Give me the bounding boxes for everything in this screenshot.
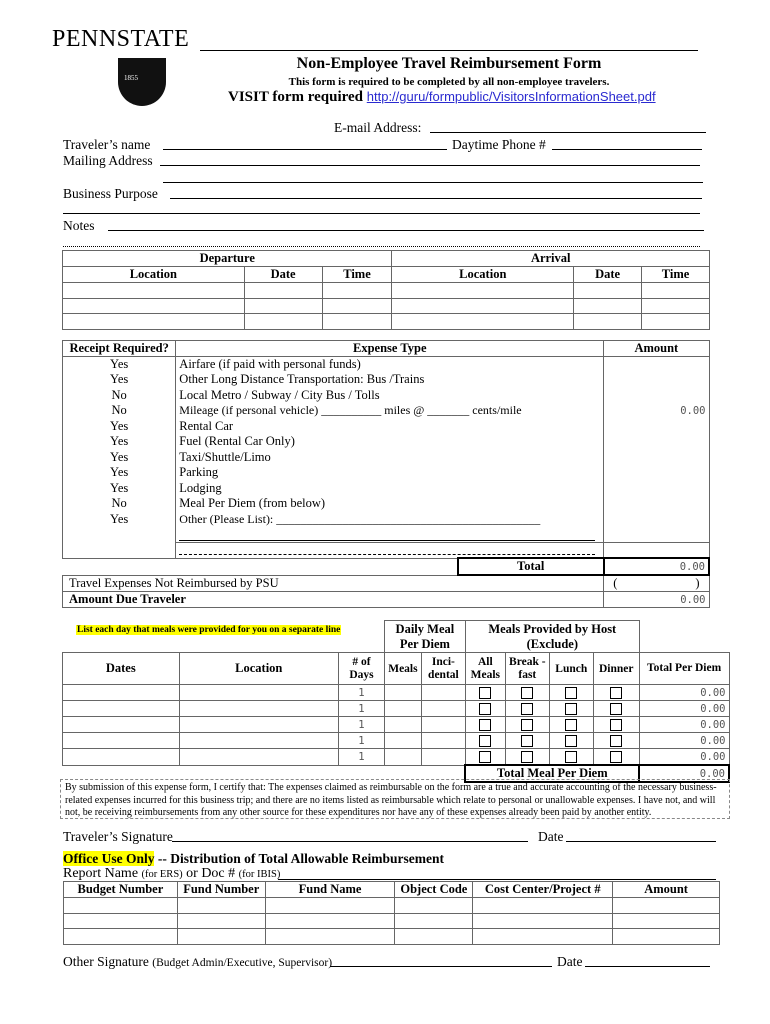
table-row xyxy=(64,913,720,929)
breakfast-header: Break - fast xyxy=(505,653,549,685)
table-row xyxy=(64,929,720,945)
dinner-checkbox[interactable] xyxy=(610,703,622,715)
table-row: Yes Fuel (Rental Car Only) xyxy=(63,434,710,450)
mailing-address-field[interactable] xyxy=(160,151,700,166)
location-header: Location xyxy=(179,653,338,685)
incidental-header: Inci-dental xyxy=(421,653,465,685)
office-use-label: Office Use Only xyxy=(63,851,155,866)
signature-date-field[interactable] xyxy=(566,827,716,842)
arrival-time-header: Time xyxy=(642,267,710,283)
report-name-field[interactable] xyxy=(278,866,716,880)
all-meals-checkbox[interactable] xyxy=(479,719,491,731)
object-code-header: Object Code xyxy=(395,882,473,898)
mailing-address-label: Mailing Address xyxy=(63,153,153,168)
penn-state-shield-icon xyxy=(118,58,166,106)
expense-table xyxy=(62,340,710,608)
lunch-checkbox[interactable] xyxy=(565,719,577,731)
table-row: Yes Other (Please List): ____________________________________________ xyxy=(63,512,710,528)
email-label: E-mail Address: xyxy=(334,120,422,135)
table-row: 1 0.00 xyxy=(63,749,730,766)
meals-instruction: List each day that meals were provided for you on a separate line xyxy=(77,625,341,635)
penn-state-logo: PENNSTATE xyxy=(52,26,190,52)
departure-location-header: Location xyxy=(63,267,245,283)
dinner-checkbox[interactable] xyxy=(610,735,622,747)
total-label: Total xyxy=(458,558,604,575)
certification-text: By submission of this expense form, I certify that: The expenses claimed as reimbursable on the form are a true and accurate accounting of the necessary business-related expenses incurred for this business trip; and there are no items listed as reimbursable which relate to personal or unallowable expenses. I have not, and will not, be receiving reimbursements from any other source for these expenditures nor have any of these expenses already been paid by another entity. xyxy=(60,779,730,819)
table-row: Yes Taxi/Shuttle/Limo xyxy=(63,450,710,466)
meals-header: Meals xyxy=(384,653,421,685)
table-row: Yes Airfare (if paid with personal funds) xyxy=(63,357,710,373)
distribution-label: -- Distribution of Total Allowable Reimbursement xyxy=(157,851,444,866)
traveler-name-field[interactable] xyxy=(163,135,447,150)
email-field[interactable] xyxy=(430,118,706,133)
office-use-line xyxy=(63,851,444,867)
lunch-checkbox[interactable] xyxy=(565,751,577,763)
form-title: Non-Employee Travel Reimbursement Form xyxy=(296,55,602,72)
budget-number-header: Budget Number xyxy=(64,882,178,898)
table-row: Yes Other Long Distance Transportation: Bus /Trains xyxy=(63,372,710,388)
table-row xyxy=(63,283,710,299)
table-row: 1 0.00 xyxy=(63,685,730,701)
table-row: No Meal Per Diem (from below) xyxy=(63,496,710,512)
not-reimbursed-amount[interactable]: ( ) xyxy=(604,575,709,592)
phone-field[interactable] xyxy=(552,135,702,150)
table-row xyxy=(64,898,720,914)
visit-label: VISIT form required xyxy=(228,89,364,105)
breakfast-checkbox[interactable] xyxy=(521,687,533,699)
other-signature-line: Other Signature (Budget Admin/Executive, Supervisor) xyxy=(63,954,333,969)
breakfast-checkbox[interactable] xyxy=(521,703,533,715)
table-row: No Mileage (if personal vehicle) __________ miles @ _______ cents/mile 0.00 xyxy=(63,403,710,419)
signature-date-label: Date xyxy=(538,829,564,844)
mailing-address-field-2[interactable] xyxy=(163,168,703,183)
all-meals-header: All Meals xyxy=(465,653,505,685)
lunch-checkbox[interactable] xyxy=(565,735,577,747)
breakfast-checkbox[interactable] xyxy=(521,719,533,731)
amount-header: Amount xyxy=(604,341,709,357)
other-signature-field[interactable] xyxy=(330,952,552,967)
traveler-signature-field[interactable] xyxy=(172,827,528,842)
other-date-field[interactable] xyxy=(585,952,710,967)
daily-meal-header: Daily Meal Per Diem xyxy=(384,621,465,653)
arrival-header: Arrival xyxy=(392,251,710,267)
total-per-diem-header: Total Per Diem xyxy=(639,653,729,685)
lunch-checkbox[interactable] xyxy=(565,687,577,699)
dist-amount-header: Amount xyxy=(613,882,720,898)
lunch-header: Lunch xyxy=(549,653,593,685)
business-purpose-field-2[interactable] xyxy=(63,199,700,214)
dates-header: Dates xyxy=(63,653,180,685)
table-row: 1 0.00 xyxy=(63,701,730,717)
traveler-name-label: Traveler’s name xyxy=(63,137,151,152)
breakfast-checkbox[interactable] xyxy=(521,751,533,763)
all-meals-checkbox[interactable] xyxy=(479,703,491,715)
dinner-checkbox[interactable] xyxy=(610,687,622,699)
other-list-line-2[interactable] xyxy=(179,545,595,555)
report-name-line: Report Name (for ERS) or Doc # (for IBIS) xyxy=(63,866,281,881)
header-rule xyxy=(200,50,698,51)
total-amount: 0.00 xyxy=(604,558,709,575)
total-meal-per-diem-value: 0.00 xyxy=(639,765,729,782)
phone-label: Daytime Phone # xyxy=(452,137,546,152)
dinner-checkbox[interactable] xyxy=(610,719,622,731)
departure-date-header: Date xyxy=(244,267,322,283)
meals-provided-header: Meals Provided by Host (Exclude) xyxy=(465,621,639,653)
departure-time-header: Time xyxy=(322,267,392,283)
cost-center-header: Cost Center/Project # xyxy=(473,882,613,898)
logo-year: 1855 xyxy=(124,74,138,82)
table-row xyxy=(63,527,710,543)
meals-table xyxy=(62,620,730,783)
table-row xyxy=(63,298,710,314)
notes-field[interactable] xyxy=(108,216,704,231)
expense-type-header: Expense Type xyxy=(176,341,604,357)
table-row: 1 0.00 xyxy=(63,717,730,733)
all-meals-checkbox[interactable] xyxy=(479,735,491,747)
arrival-date-header: Date xyxy=(574,267,642,283)
table-row: 1 0.00 xyxy=(63,733,730,749)
other-list-line-1[interactable] xyxy=(179,529,595,541)
not-reimbursed-label: Travel Expenses Not Reimbursed by PSU xyxy=(63,575,604,592)
days-header: # of Days xyxy=(339,653,385,685)
lunch-checkbox[interactable] xyxy=(565,703,577,715)
fund-name-header: Fund Name xyxy=(265,882,395,898)
table-row: Yes Lodging xyxy=(63,481,710,497)
business-purpose-label: Business Purpose xyxy=(63,186,158,201)
receipt-required-header: Receipt Required? xyxy=(63,341,176,357)
trip-table xyxy=(62,250,710,330)
all-meals-checkbox[interactable] xyxy=(479,751,491,763)
table-row: No Local Metro / Subway / City Bus / Tolls xyxy=(63,388,710,404)
table-row xyxy=(63,314,710,330)
table-row: Yes Parking xyxy=(63,465,710,481)
dinner-checkbox[interactable] xyxy=(610,751,622,763)
distribution-table xyxy=(63,881,720,945)
visit-line xyxy=(228,89,656,106)
business-purpose-field[interactable] xyxy=(170,184,702,199)
fund-number-header: Fund Number xyxy=(177,882,265,898)
departure-header: Departure xyxy=(63,251,392,267)
visit-link[interactable]: http://guru/formpublic/VisitorsInformationSheet.pdf xyxy=(366,89,656,104)
notes-field-2[interactable] xyxy=(63,232,700,247)
amount-due-label: Amount Due Traveler xyxy=(63,592,604,608)
table-row xyxy=(63,543,710,559)
breakfast-checkbox[interactable] xyxy=(521,735,533,747)
notes-label: Notes xyxy=(63,218,95,233)
arrival-location-header: Location xyxy=(392,267,574,283)
amount-due-value: 0.00 xyxy=(604,592,709,608)
traveler-signature-label: Traveler’s Signature xyxy=(63,829,173,844)
table-row: Yes Rental Car xyxy=(63,419,710,435)
expense-rows xyxy=(63,357,710,559)
dinner-header: Dinner xyxy=(593,653,639,685)
other-date-label: Date xyxy=(557,954,583,969)
all-meals-checkbox[interactable] xyxy=(479,687,491,699)
total-meal-per-diem-label: Total Meal Per Diem xyxy=(465,765,639,782)
form-subtitle: This form is required to be completed by all non-employee travelers. xyxy=(288,76,610,88)
